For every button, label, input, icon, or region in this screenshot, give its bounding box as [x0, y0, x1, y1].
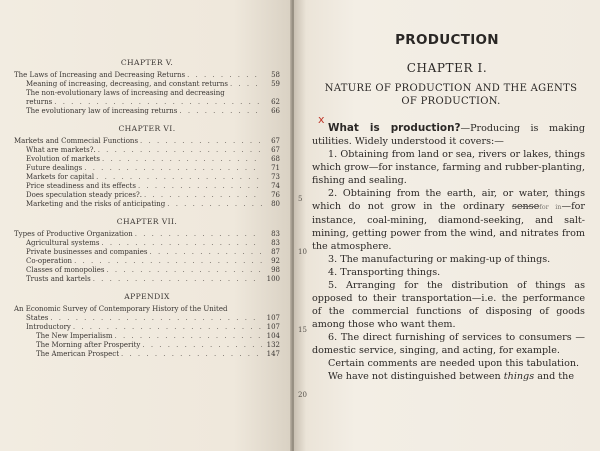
- chapter-heading: APPENDIX: [124, 292, 170, 301]
- list-item: 5. Arranging for the distribution of things as opposed to their transportation—i.e. the performance of the commercial functions of disposing of goods among those who want them.: [312, 280, 585, 330]
- pencil-x-mark: x: [318, 113, 325, 126]
- toc-entry: Types of Productive Organization . . . 83: [14, 230, 280, 239]
- page-number: 107: [266, 314, 280, 322]
- toc-entry: Does speculation steady prices?. . . . 76: [14, 191, 280, 200]
- page-number: 67: [271, 137, 280, 145]
- toc-entry: Meaning of increasing, decreasing, and constant returns . . . 59: [14, 80, 280, 89]
- chapter-heading: CHAPTER I.: [406, 61, 488, 75]
- toc-entry: Classes of monopolies . . . 98: [14, 266, 280, 275]
- toc-entry: An Economic Survey of Contemporary History of the United States . . . 107: [14, 305, 280, 323]
- toc-entry: The New Imperialism . . . 104: [14, 332, 280, 341]
- struck-word: sense: [511, 201, 540, 212]
- page-number: 67: [271, 146, 280, 154]
- list-item: 4. Transporting things.: [328, 267, 441, 278]
- bold-heading: What is production?: [328, 122, 461, 134]
- page-number: 100: [266, 275, 280, 283]
- page-number: 58: [271, 71, 280, 79]
- toc-appendix: [14, 292, 280, 359]
- page-number: 83: [271, 230, 280, 238]
- line-number-margin: 10: [298, 248, 307, 256]
- toc-entry: The American Prospect . . . 147: [14, 350, 280, 359]
- toc-entry: The evolutionary law of increasing returns . . . 66: [14, 107, 280, 116]
- toc-entry: Introductory . . . 107: [14, 323, 280, 332]
- line-number-margin: 15: [298, 326, 307, 334]
- toc-entry: Markets for capital . . . 73: [14, 173, 280, 182]
- list-item: 3. The manufacturing or making-up of things.: [328, 254, 551, 265]
- toc-entry: The Morning after Prosperity . . . 132: [14, 341, 280, 350]
- page-number: 98: [271, 266, 280, 274]
- chapter-subtitle: NATURE OF PRODUCTION AND THE AGENTS OF PRODUCTION.: [324, 83, 578, 107]
- page-number: 83: [271, 239, 280, 247]
- toc-chapter-v: [14, 58, 280, 116]
- toc-entry: Evolution of markets . . . 68: [14, 155, 280, 164]
- page-number: 132: [266, 341, 280, 349]
- page-number: 104: [266, 332, 280, 340]
- page-number: 59: [271, 80, 280, 88]
- toc-entry: The non-evolutionary laws of increasing and decreasing returns . . . 62: [14, 89, 280, 107]
- toc-chapter-vii: [14, 217, 280, 284]
- chapter-heading: CHAPTER V.: [120, 58, 174, 67]
- right-page-text: [294, 0, 600, 451]
- page-number: 71: [271, 164, 280, 172]
- chapter-body: [312, 122, 585, 383]
- paragraph: Certain comments are needed upon this tabulation.: [328, 358, 580, 369]
- list-item: 1. Obtaining from land or sea, rivers or lakes, things which grow—for instance, farming and rubber-planting, fishing and sealing.: [312, 149, 585, 186]
- toc-entry: Agricultural systems . . . 83: [14, 239, 280, 248]
- chapter-heading: CHAPTER VI.: [118, 124, 176, 133]
- toc-entry: What are markets?. . . . 67: [14, 146, 280, 155]
- page-number: 76: [271, 191, 280, 199]
- page-number: 73: [271, 173, 280, 181]
- toc-entry: Price steadiness and its effects . . . 74: [14, 182, 280, 191]
- toc-entry: Trusts and kartels . . . 100: [14, 275, 280, 284]
- list-item: 6. The direct furnishing of services to consumers —domestic service, singing, and acting, for example.: [312, 332, 585, 356]
- pencil-annotation: for in: [539, 203, 562, 211]
- toc-entry: Private businesses and companies . . . 87: [14, 248, 280, 257]
- page-number: 92: [271, 257, 280, 265]
- list-item: 2. Obtaining from the earth, air, or water, things which do not grow in the ordinary sensefor in—for instance, coal-mining, diamond-seeking, and salt-mining, getting power from the wind, and nitrates from the atmosphere.: [312, 188, 585, 252]
- line-number-margin: 5: [298, 195, 303, 203]
- toc-chapter-vi: [14, 124, 280, 209]
- toc-entry: Marketing and the risks of anticipating . . . 80: [14, 200, 280, 209]
- paragraph: We have not distinguished between things and the: [328, 371, 574, 382]
- table-of-contents: [14, 58, 280, 367]
- page-number: 62: [271, 98, 280, 106]
- page-number: 87: [271, 248, 280, 256]
- page-number: 74: [271, 182, 280, 190]
- page-number: 147: [266, 350, 280, 358]
- left-page-contents: [0, 0, 292, 451]
- toc-entry: Co-operation . . . 92: [14, 257, 280, 266]
- page-number: 68: [271, 155, 280, 163]
- page-number: 66: [271, 107, 280, 115]
- page-number: 107: [266, 323, 280, 331]
- page-number: 80: [271, 200, 280, 208]
- paragraph: What is production?—Producing is making utilities. Widely understood it covers:—: [312, 122, 585, 147]
- toc-entry: Markets and Commecial Functions . . . 67: [14, 137, 280, 146]
- page-title: PRODUCTION: [395, 32, 499, 48]
- line-number-margin: 20: [298, 391, 307, 399]
- chapter-heading: CHAPTER VII.: [116, 217, 178, 226]
- toc-entry: The Laws of Increasing and Decreasing Returns . . . 58: [14, 71, 280, 80]
- toc-entry: Future dealings . . . 71: [14, 164, 280, 173]
